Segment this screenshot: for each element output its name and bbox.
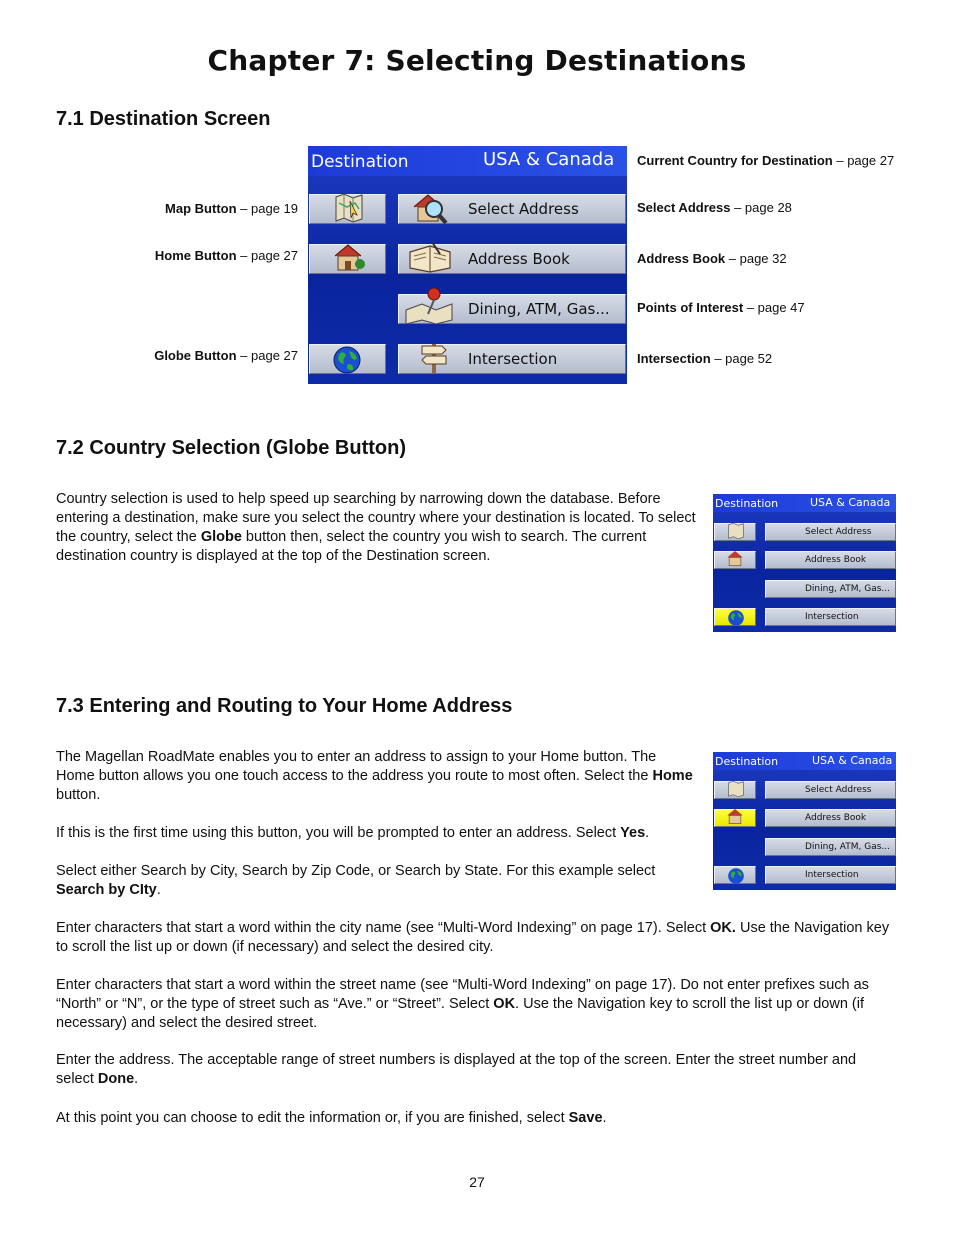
section-title-7-1: 7.1 Destination Screen (56, 108, 271, 130)
callout-map-button: Map Button – page 19 (165, 201, 298, 216)
screen-title-small-2: Destination (715, 755, 779, 768)
select-address-label-small-2: Select Address (805, 785, 872, 795)
dining-atm-gas-button[interactable] (398, 294, 626, 324)
callout-current-country: Current Country for Destination – page 27 (637, 153, 895, 168)
globe-icon (330, 343, 364, 377)
address-book-button-small-2 (765, 809, 896, 827)
home-button[interactable] (309, 244, 386, 274)
screen-header-small-2 (713, 752, 896, 770)
address-book-label-small-2: Address Book (805, 813, 867, 823)
screen-title: Destination (311, 152, 409, 172)
screen-header-small (713, 494, 896, 512)
globe-icon (727, 609, 745, 627)
section-title-7-2: 7.2 Country Selection (Globe Button) (56, 437, 407, 459)
destination-screen-small-home (713, 752, 896, 890)
dining-atm-gas-button-small (765, 580, 896, 598)
page-number: 27 (469, 1174, 485, 1190)
intersection-button[interactable] (398, 344, 626, 374)
section-7-3-paragraph-1: The Magellan RoadMate enables you to enter an address to assign to your Home button. The Home button allows you one touch access to the address you route to most often. Select the Home button. (56, 749, 693, 803)
globe-button-small-highlighted (714, 608, 756, 626)
dining-label-small: Dining, ATM, Gas... (805, 584, 890, 594)
intersection-label-small: Intersection (805, 612, 859, 622)
callout-address-book: Address Book – page 32 (637, 251, 787, 266)
callout-intersection: Intersection – page 52 (637, 351, 773, 366)
address-book-label: Address Book (468, 250, 570, 268)
home-button-small (714, 551, 756, 569)
address-book-button-small (765, 551, 896, 569)
select-address-label-small: Select Address (805, 527, 872, 537)
dining-atm-gas-label: Dining, ATM, Gas... (468, 300, 610, 318)
map-icon (727, 521, 745, 541)
address-book-button[interactable] (398, 244, 626, 274)
globe-button-small-2 (714, 866, 756, 884)
current-country-small: USA & Canada (810, 496, 891, 509)
map-button-small (714, 523, 756, 541)
globe-icon (727, 867, 745, 885)
screen-title-small: Destination (715, 497, 779, 510)
map-button[interactable] (309, 194, 386, 224)
current-country[interactable]: USA & Canada (483, 149, 615, 170)
destination-screen (308, 146, 627, 384)
section-7-3-paragraph-7: At this point you can choose to edit the information or, if you are finished, select Save. (56, 1110, 607, 1126)
map-icon (332, 190, 366, 226)
current-country-small-2: USA & Canada (812, 754, 893, 767)
section-7-3-paragraph-4: Enter characters that start a word within the city name (see “Multi-Word Indexing” on page 17). Select OK. Use the Navigation key to scroll the list up or down (if necessary) and select the desired city. (56, 920, 890, 955)
section-7-3-paragraph-2: If this is the first time using this button, you will be prompted to enter an address. Select Yes. (56, 825, 650, 841)
section-7-3-paragraph-6: Enter the address. The acceptable range of street numbers is displayed at the top of the screen. Enter the street number and select Done. (56, 1052, 857, 1087)
signpost-icon (419, 339, 449, 375)
home-button-small-highlighted (714, 809, 756, 827)
map-pin-icon (401, 283, 457, 327)
address-book-label-small: Address Book (805, 555, 867, 565)
screen-header (308, 146, 627, 176)
callout-globe-button: Globe Button – page 27 (154, 348, 298, 363)
callout-select-address: Select Address – page 28 (637, 200, 792, 215)
home-icon (725, 548, 745, 568)
dining-label-small-2: Dining, ATM, Gas... (805, 842, 890, 852)
select-address-button-small-2 (765, 781, 896, 799)
map-icon (727, 779, 745, 799)
section-7-2-paragraph: Country selection is used to help speed up searching by narrowing down the database. Before entering a destination, make sure you select the country where your destination is located. To select the country, select the Globe button then, select the country you wish to search. The current destination country is displayed at the top of the Destination screen. (56, 491, 696, 564)
callout-home-button: Home Button – page 27 (154, 248, 298, 263)
globe-button[interactable] (309, 344, 386, 374)
intersection-label-small-2: Intersection (805, 870, 859, 880)
section-7-3-paragraph-5: Enter characters that start a word within the street name (see “Multi-Word Indexing” on page 17). Do not enter prefixes such as “North” or “N”, or the type of street such as “Ave.” or “Street”. Select OK. Use the Navigation key to scroll the list up or down (if necessary) and select the desired street. (56, 977, 869, 1031)
dining-atm-gas-button-small-2 (765, 838, 896, 856)
home-icon (330, 239, 366, 275)
section-title-7-3: 7.3 Entering and Routing to Your Home Address (56, 695, 513, 717)
section-7-3-paragraph-3: Select either Search by City, Search by Zip Code, or Search by State. For this example select Search by CIty. (56, 863, 656, 898)
select-address-label: Select Address (468, 200, 579, 218)
destination-screen-small-globe (713, 494, 896, 632)
home-icon (725, 806, 745, 826)
house-magnifier-icon (409, 187, 453, 227)
intersection-button-small-2 (765, 866, 896, 884)
chapter-title: Chapter 7: Selecting Destinations (207, 44, 747, 77)
select-address-button-small (765, 523, 896, 541)
callout-points-of-interest: Points of Interest – page 47 (637, 300, 805, 315)
book-icon (405, 239, 455, 275)
intersection-button-small (765, 608, 896, 626)
intersection-label: Intersection (468, 350, 558, 368)
select-address-button[interactable] (398, 194, 626, 224)
map-button-small-2 (714, 781, 756, 799)
